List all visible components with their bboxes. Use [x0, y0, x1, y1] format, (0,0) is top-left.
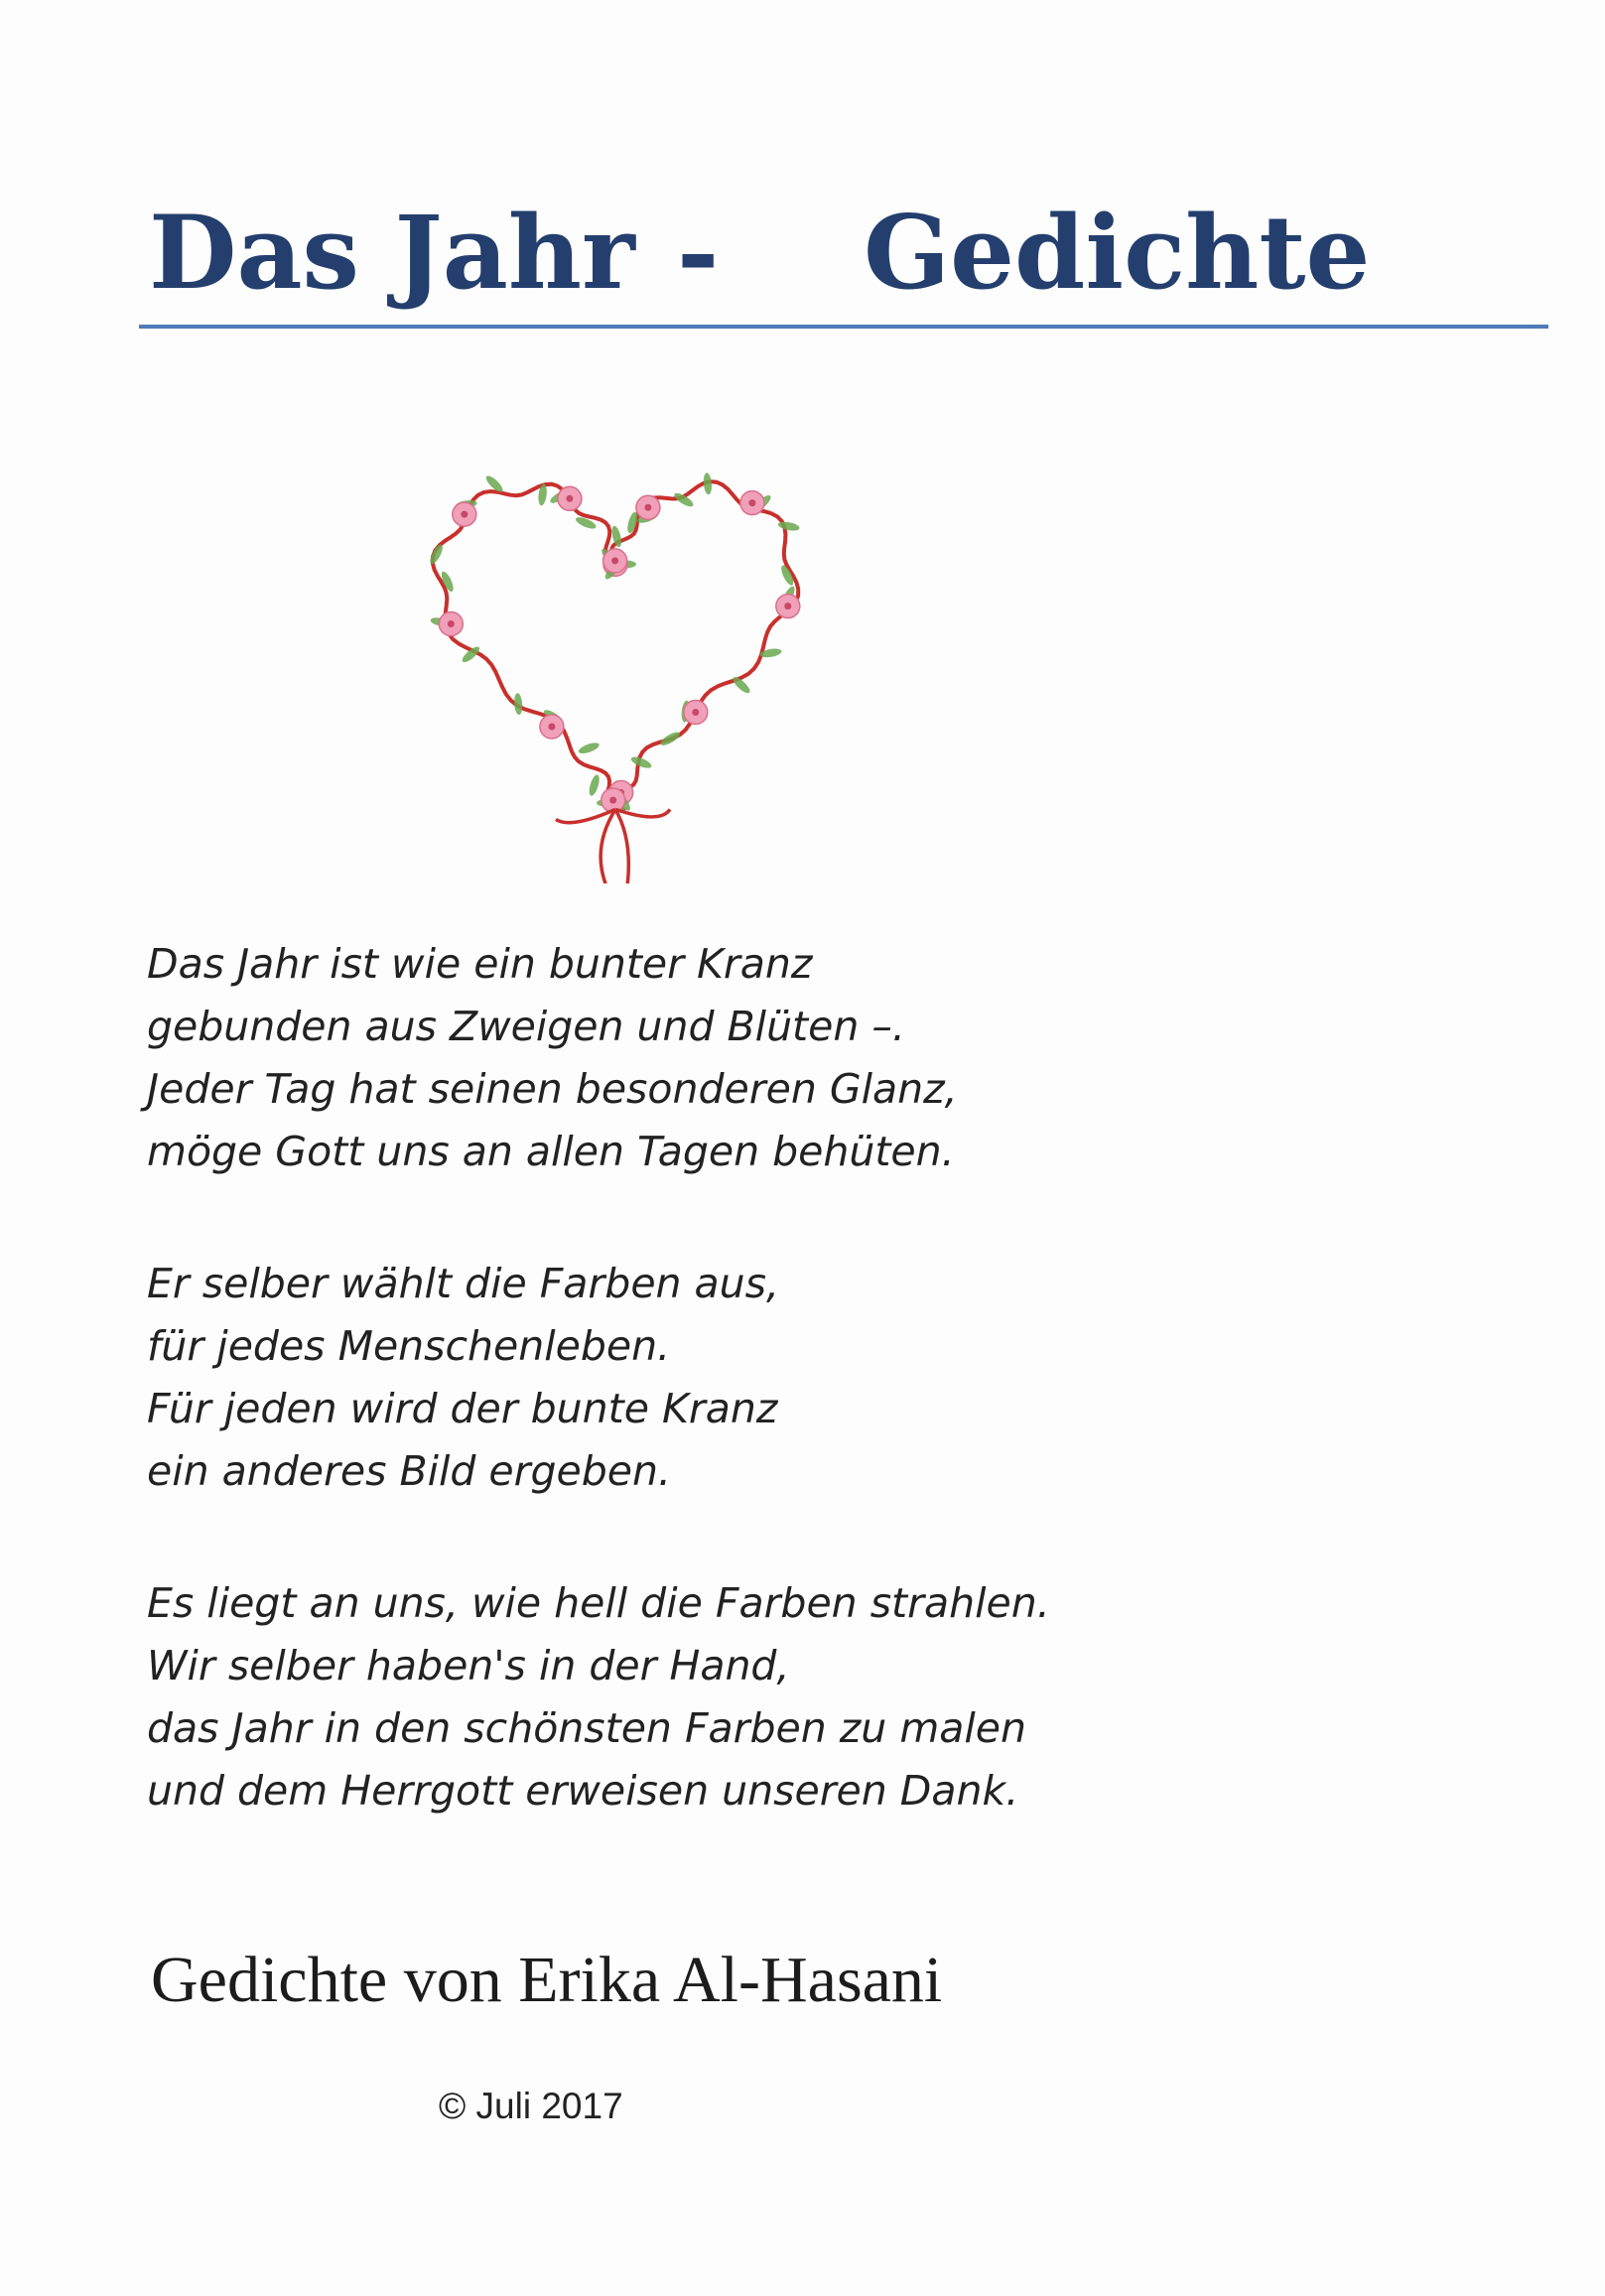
wreath-leaf	[513, 693, 523, 716]
poem-line: gebunden aus Zweigen und Blüten –.	[147, 1003, 905, 1050]
copyright-notice: © Juli 2017	[439, 2086, 623, 2126]
wreath-flower-center	[609, 797, 616, 804]
wreath-leaf	[578, 741, 601, 755]
author-credit: Gedichte von Erika Al-Hasani	[151, 1944, 943, 2016]
title-right: Gedichte	[864, 194, 1371, 313]
ribbon-tail	[601, 809, 615, 883]
ribbon-tail	[556, 809, 615, 822]
wreath-leaf	[703, 473, 713, 495]
poem-line: möge Gott uns an allen Tagen behüten.	[147, 1128, 955, 1175]
ribbon-tail	[615, 809, 670, 817]
wreath-leaf	[588, 773, 602, 796]
wreath-flower-center	[566, 495, 573, 502]
poem-line: Er selber wählt die Farben aus,	[147, 1260, 780, 1307]
ribbon-tail	[615, 809, 628, 883]
wreath-flower-center	[548, 724, 555, 731]
poem-line: Für jeden wird der bunte Kranz	[147, 1385, 778, 1432]
wreath-flower-center	[784, 603, 791, 609]
poem-line: Jeder Tag hat seinen besonderen Glanz,	[147, 1065, 958, 1113]
poem-line: das Jahr in den schönsten Farben zu malen	[147, 1704, 1026, 1752]
title-underline	[139, 325, 1548, 329]
wreath-flower-center	[644, 504, 651, 511]
poem-line: und dem Herrgott erweisen unseren Dank.	[147, 1767, 1019, 1815]
wreath-flower-center	[461, 511, 468, 518]
poem	[147, 933, 1437, 1892]
title-left: Das Jahr	[149, 194, 635, 313]
wreath-leaf	[659, 730, 682, 747]
poem-line: Es liegt an uns, wie hell die Farben strahlen.	[147, 1579, 1050, 1627]
stanza-2	[147, 1253, 1437, 1503]
title-separator: -	[677, 194, 720, 313]
poem-line: ein anderes Bild ergeben.	[147, 1447, 672, 1495]
wreath-flower-center	[692, 709, 699, 716]
poem-line: Wir selber haben's in der Hand,	[147, 1642, 790, 1689]
wreath-flower-center	[748, 499, 755, 506]
poem-line: für jedes Menschenleben.	[147, 1322, 671, 1370]
wreath-flower-center	[611, 557, 618, 564]
poem-line: Das Jahr ist wie ein bunter Kranz	[147, 940, 813, 988]
heart-wreath-icon	[387, 407, 844, 883]
stanza-3	[147, 1572, 1437, 1823]
page-title	[149, 194, 1538, 313]
stanza-1	[147, 933, 1437, 1183]
wreath-flower-center	[448, 620, 455, 627]
